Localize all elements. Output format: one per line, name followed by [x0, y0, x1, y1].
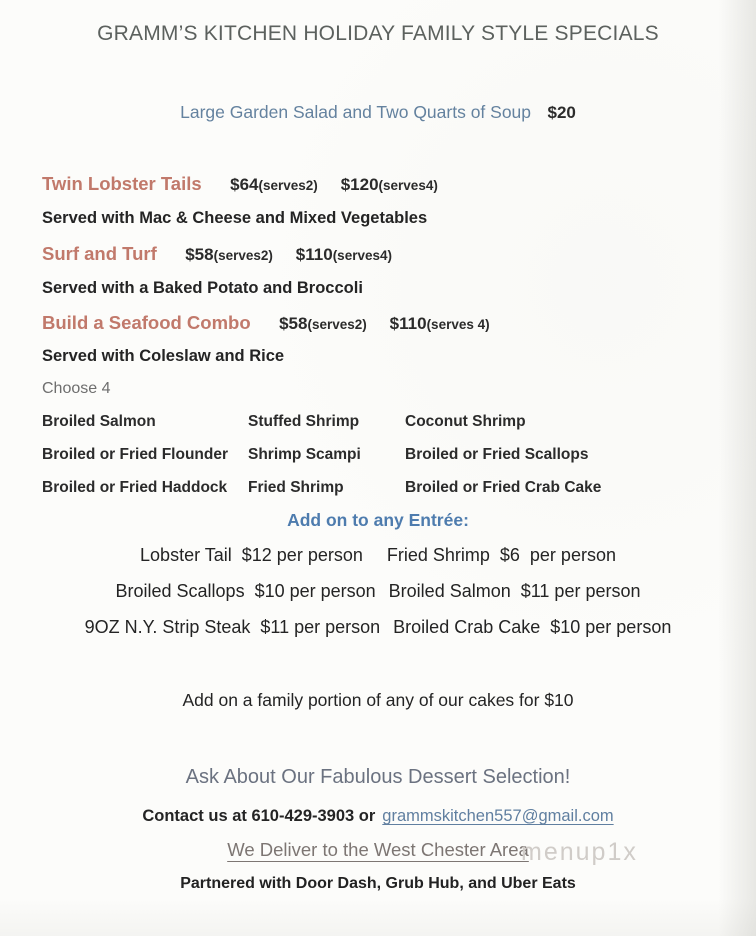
addon-price: $10 per person	[550, 617, 672, 637]
entree-price-serves2: $64	[230, 175, 259, 194]
entree-price-serves4: $120	[340, 175, 379, 194]
entree-line	[42, 243, 392, 265]
addon-item: Fried Shrimp	[386, 545, 490, 565]
choose4-row	[42, 479, 601, 497]
addon-pair	[116, 581, 376, 602]
entree-price-serves4: $110	[295, 245, 333, 264]
addon-item: Broiled Crab Cake	[393, 617, 541, 637]
choose4-option: Broiled Salmon	[42, 413, 156, 430]
choose4-row	[42, 446, 588, 464]
menupix-watermark: menup1x	[521, 838, 638, 866]
delivery-text: We Deliver to the West Chester Area	[227, 839, 529, 860]
entree-price-serves2: $58	[185, 245, 214, 264]
choose4-option: Broiled or Fried Flounder	[42, 446, 229, 463]
cake-addon-note: Add on a family portion of any of our cakes for $10	[182, 690, 574, 710]
entree-line	[42, 312, 490, 334]
choose4-label: Choose 4	[42, 380, 111, 397]
addon-price: $12 per person	[241, 545, 363, 565]
choose4-row	[42, 413, 526, 431]
entree-serves2-label: (serves2)	[307, 317, 367, 332]
entree-name: Surf and Turf	[42, 243, 157, 264]
entree-description: Served with Coleslaw and Rice	[42, 347, 285, 365]
intro-text: Large Garden Salad and Two Quarts of Soup	[180, 102, 532, 122]
entree-line	[42, 173, 438, 195]
entree-name: Twin Lobster Tails	[42, 173, 202, 194]
choose4-option: Stuffed Shrimp	[248, 413, 360, 430]
entree-serves4-label: (serves4)	[378, 178, 438, 193]
choose4-option: Shrimp Scampi	[248, 446, 361, 463]
entree-price-serves2: $58	[279, 314, 308, 333]
delivery-line	[0, 839, 756, 861]
entree-description: Served with a Baked Potato and Broccoli	[42, 279, 363, 297]
addons-heading: Add on to any Entrée:	[287, 510, 469, 530]
addon-item: Broiled Salmon	[388, 581, 511, 601]
email-link[interactable]: grammskitchen557@gmail.com	[382, 807, 614, 825]
addon-pair	[140, 545, 363, 566]
addon-pair	[85, 617, 381, 638]
page-title: GRAMM’S KITCHEN HOLIDAY FAMILY STYLE SPECIALS	[97, 22, 659, 45]
contact-line	[0, 807, 756, 826]
addon-row	[0, 545, 756, 566]
addon-item: Lobster Tail	[140, 545, 232, 565]
addon-item: 9OZ N.Y. Strip Steak	[84, 617, 251, 637]
choose4-option: Coconut Shrimp	[405, 413, 526, 430]
addon-pair	[393, 617, 671, 638]
entree-serves2-label: (serves2)	[213, 248, 273, 263]
entree-serves2-label: (serves2)	[258, 178, 318, 193]
entree-serves4-label: (serves 4)	[426, 317, 490, 332]
intro-price: $20	[547, 103, 576, 122]
addon-pair	[387, 545, 616, 566]
entree-serves4-label: (serves4)	[332, 248, 392, 263]
addon-pair	[389, 581, 641, 602]
addon-item: Broiled Scallops	[115, 581, 245, 601]
addon-price: $11 per person	[260, 617, 381, 637]
contact-text: Contact us at 610-429-3903 or	[142, 807, 376, 825]
addon-row	[0, 617, 756, 638]
addon-price: $11 per person	[520, 581, 641, 601]
choose4-option: Fried Shrimp	[248, 479, 344, 496]
choose4-option: Broiled or Fried Crab Cake	[405, 479, 602, 496]
addon-price: $6 per person	[499, 545, 616, 565]
addon-row	[0, 581, 756, 602]
entree-price-serves4: $110	[389, 314, 427, 333]
intro-line	[0, 102, 756, 123]
addon-price: $10 per person	[254, 581, 376, 601]
entree-name: Build a Seafood Combo	[42, 312, 251, 333]
entree-description: Served with Mac & Cheese and Mixed Vegetables	[42, 209, 428, 227]
dessert-callout: Ask About Our Fabulous Dessert Selection!	[185, 766, 571, 788]
choose4-option: Broiled or Fried Scallops	[405, 446, 589, 463]
choose4-option: Broiled or Fried Haddock	[42, 479, 228, 496]
partners-line: Partnered with Door Dash, Grub Hub, and Uber Eats	[180, 875, 576, 892]
